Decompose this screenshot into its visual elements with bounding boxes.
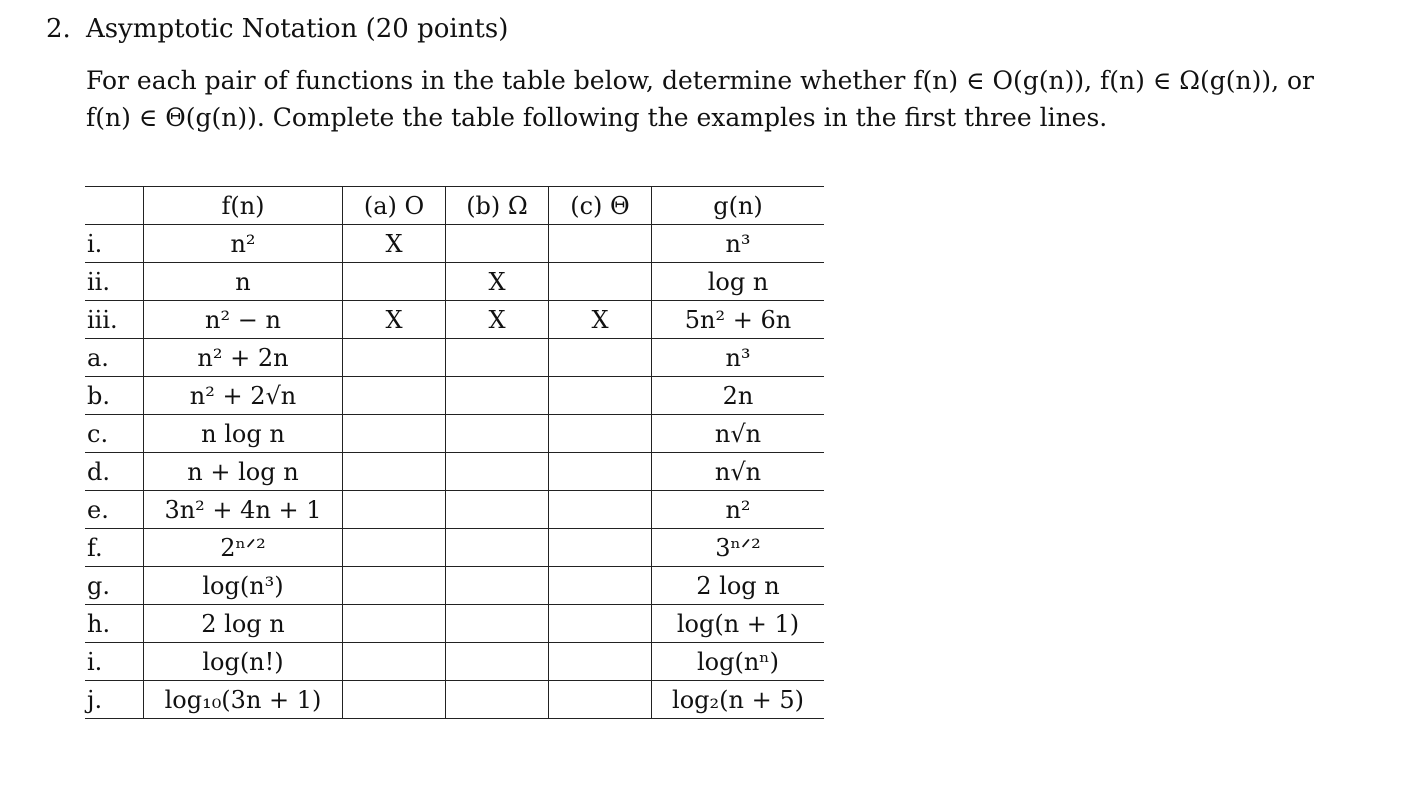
cell-big-o[interactable] (343, 453, 446, 491)
cell-f: n² (144, 225, 343, 263)
cell-g: 2n (652, 377, 825, 415)
row-label: d. (85, 453, 144, 491)
cell-big-omega[interactable] (446, 453, 549, 491)
cell-big-o[interactable] (343, 263, 446, 301)
cell-f: n² − n (144, 301, 343, 339)
cell-big-o[interactable] (343, 377, 446, 415)
row-label: i. (85, 225, 144, 263)
row-label: iii. (85, 301, 144, 339)
cell-big-omega[interactable]: X (446, 263, 549, 301)
cell-big-o[interactable]: X (343, 301, 446, 339)
header-label (85, 187, 144, 225)
cell-big-theta[interactable] (549, 453, 652, 491)
cell-big-theta[interactable] (549, 681, 652, 719)
table-row (85, 605, 824, 643)
row-label: ii. (85, 263, 144, 301)
table-row (85, 529, 824, 567)
cell-big-omega[interactable] (446, 415, 549, 453)
cell-big-o[interactable] (343, 529, 446, 567)
row-label: j. (85, 681, 144, 719)
cell-g: n³ (652, 339, 825, 377)
table-row (85, 377, 824, 415)
row-label: e. (85, 491, 144, 529)
table-row (85, 339, 824, 377)
table-row (85, 225, 824, 263)
cell-big-theta[interactable] (549, 491, 652, 529)
instructions-line-2: f(n) ∈ Θ(g(n)). Complete the table following the examples in the first three lines. (86, 103, 1108, 132)
row-label: i. (85, 643, 144, 681)
cell-g: log(nⁿ) (652, 643, 825, 681)
table-row (85, 415, 824, 453)
cell-big-omega[interactable] (446, 491, 549, 529)
cell-big-o[interactable] (343, 567, 446, 605)
cell-big-theta[interactable] (549, 643, 652, 681)
cell-g: n√n (652, 453, 825, 491)
question-heading (46, 14, 508, 44)
cell-big-o[interactable] (343, 339, 446, 377)
header-big-theta: (c) Θ (549, 187, 652, 225)
asymptotic-table (85, 186, 824, 719)
cell-g: 3ⁿᐟ² (652, 529, 825, 567)
table-body (85, 225, 824, 719)
cell-big-o[interactable]: X (343, 225, 446, 263)
header-big-omega: (b) Ω (446, 187, 549, 225)
cell-big-theta[interactable] (549, 529, 652, 567)
cell-big-omega[interactable] (446, 339, 549, 377)
cell-f: log(n³) (144, 567, 343, 605)
cell-big-o[interactable] (343, 491, 446, 529)
cell-big-omega[interactable] (446, 643, 549, 681)
cell-big-omega[interactable] (446, 529, 549, 567)
table-row (85, 301, 824, 339)
cell-big-theta[interactable] (549, 225, 652, 263)
question-instructions (86, 62, 1396, 136)
cell-big-omega[interactable] (446, 567, 549, 605)
cell-big-theta[interactable] (549, 377, 652, 415)
cell-f: n + log n (144, 453, 343, 491)
cell-big-omega[interactable] (446, 377, 549, 415)
cell-big-omega[interactable] (446, 605, 549, 643)
cell-f: n² + 2n (144, 339, 343, 377)
instructions-line-1: For each pair of functions in the table below, determine whether f(n) ∈ O(g(n)), f(n) ∈ Ω(g(n)), or (86, 66, 1314, 95)
cell-big-o[interactable] (343, 643, 446, 681)
cell-f: 3n² + 4n + 1 (144, 491, 343, 529)
table-header-row (85, 187, 824, 225)
cell-big-theta[interactable] (549, 263, 652, 301)
cell-g: log(n + 1) (652, 605, 825, 643)
table-row (85, 453, 824, 491)
cell-f: n log n (144, 415, 343, 453)
question-number: 2. (46, 14, 71, 44)
cell-big-theta[interactable]: X (549, 301, 652, 339)
cell-g: 5n² + 6n (652, 301, 825, 339)
cell-big-theta[interactable] (549, 605, 652, 643)
cell-big-omega[interactable] (446, 681, 549, 719)
cell-big-o[interactable] (343, 605, 446, 643)
cell-g: n³ (652, 225, 825, 263)
cell-f: n (144, 263, 343, 301)
cell-f: n² + 2√n (144, 377, 343, 415)
cell-big-theta[interactable] (549, 567, 652, 605)
question-title: Asymptotic Notation (20 points) (86, 14, 509, 44)
cell-g: n² (652, 491, 825, 529)
row-label: f. (85, 529, 144, 567)
cell-g: log₂(n + 5) (652, 681, 825, 719)
cell-f: log(n!) (144, 643, 343, 681)
row-label: b. (85, 377, 144, 415)
table-row (85, 567, 824, 605)
header-big-o: (a) O (343, 187, 446, 225)
cell-g: n√n (652, 415, 825, 453)
header-f: f(n) (144, 187, 343, 225)
cell-f: 2ⁿᐟ² (144, 529, 343, 567)
cell-g: log n (652, 263, 825, 301)
cell-big-theta[interactable] (549, 415, 652, 453)
table-row (85, 643, 824, 681)
row-label: g. (85, 567, 144, 605)
cell-big-o[interactable] (343, 415, 446, 453)
cell-f: 2 log n (144, 605, 343, 643)
row-label: h. (85, 605, 144, 643)
cell-big-o[interactable] (343, 681, 446, 719)
cell-big-theta[interactable] (549, 339, 652, 377)
table-row (85, 263, 824, 301)
table-row (85, 491, 824, 529)
row-label: a. (85, 339, 144, 377)
table-row (85, 681, 824, 719)
cell-big-omega[interactable]: X (446, 301, 549, 339)
cell-f: log₁₀(3n + 1) (144, 681, 343, 719)
header-g: g(n) (652, 187, 825, 225)
row-label: c. (85, 415, 144, 453)
cell-big-omega[interactable] (446, 225, 549, 263)
cell-g: 2 log n (652, 567, 825, 605)
